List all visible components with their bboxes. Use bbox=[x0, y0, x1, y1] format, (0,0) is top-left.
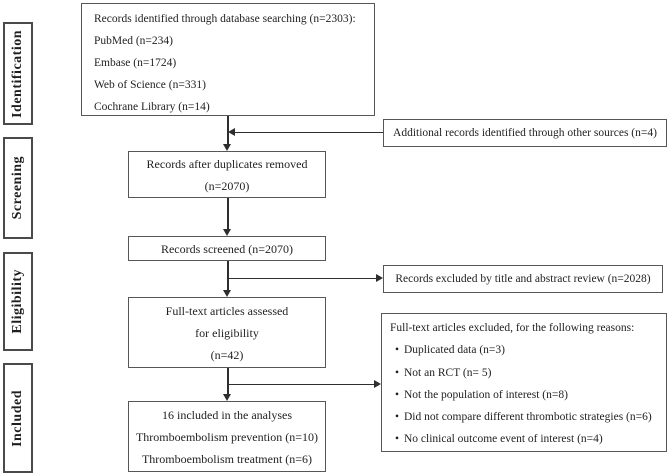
fulltext-excluded-reason bbox=[390, 428, 662, 450]
duplicates-removed-line1: Records after duplicates removed bbox=[146, 156, 308, 171]
included-analyses-line1: 16 included in the analyses bbox=[162, 407, 292, 422]
stage-included bbox=[3, 363, 33, 473]
records-identified-box bbox=[81, 3, 375, 116]
stage-screening-label: Screening bbox=[10, 156, 25, 220]
fulltext-excluded-reason bbox=[390, 362, 662, 384]
reason-duplicated-data: Duplicated data (n=3) bbox=[404, 344, 506, 357]
stage-identification-label: Identification bbox=[10, 29, 25, 118]
arrowhead-down-icon bbox=[223, 144, 231, 151]
fulltext-excluded-box bbox=[381, 313, 667, 452]
records-screened-box bbox=[128, 236, 326, 261]
fulltext-assessed-line1: Full-text articles assessed bbox=[165, 303, 289, 318]
records-identified-cochrane: Cochrane Library (n=14) bbox=[94, 101, 210, 113]
fulltext-assessed-line3: (n=42) bbox=[210, 347, 244, 362]
fulltext-assessed-box bbox=[128, 297, 326, 368]
fulltext-excluded-reason bbox=[390, 339, 662, 361]
arrowhead-down-icon bbox=[223, 290, 231, 297]
fulltext-excluded-reason bbox=[390, 406, 662, 428]
bullet-icon: • bbox=[394, 366, 400, 379]
stage-identification bbox=[3, 22, 33, 125]
arrowhead-right-icon bbox=[376, 274, 383, 282]
records-identified-line: Records identified through database searching (n=2303): bbox=[94, 13, 356, 25]
bullet-icon: • bbox=[394, 344, 400, 357]
stage-eligibility bbox=[3, 252, 33, 351]
fulltext-excluded-reason bbox=[390, 384, 662, 406]
duplicates-removed-line2: (n=2070) bbox=[204, 178, 250, 193]
bullet-icon: • bbox=[394, 433, 400, 446]
arrowhead-down-icon bbox=[223, 229, 231, 236]
records-excluded-text: Records excluded by title and abstract review (n=2028) bbox=[395, 273, 651, 285]
arrowhead-left-icon bbox=[228, 128, 235, 136]
additional-records-box bbox=[383, 119, 667, 147]
records-identified-pubmed: PubMed (n=234) bbox=[94, 35, 173, 47]
fulltext-excluded-header: Full-text articles excluded, for the following reasons: bbox=[390, 322, 635, 334]
arrowhead-down-icon bbox=[223, 394, 231, 401]
reason-no-outcome: No clinical outcome event of interest (n=4) bbox=[404, 433, 603, 446]
included-analyses-line3: Thromboembolism treatment (n=6) bbox=[141, 451, 313, 466]
bullet-icon: • bbox=[394, 411, 400, 424]
arrowhead-right-icon bbox=[374, 380, 381, 388]
fulltext-assessed-line2: for eligibility bbox=[195, 325, 259, 340]
connector-fulltext-to-included bbox=[227, 368, 229, 395]
reason-no-comparison: Did not compare different thrombotic strategies (n=6) bbox=[404, 411, 652, 424]
records-identified-wos: Web of Science (n=331) bbox=[94, 79, 206, 91]
connector-fulltext-to-reasons bbox=[227, 384, 374, 386]
records-screened-text: Records screened (n=2070) bbox=[160, 241, 294, 256]
records-excluded-box bbox=[383, 265, 663, 293]
records-identified-embase: Embase (n=1724) bbox=[94, 57, 177, 69]
included-analyses-box bbox=[128, 401, 326, 472]
additional-records-text: Additional records identified through other sources (n=4) bbox=[393, 127, 657, 139]
included-analyses-line2: Thromboembolism prevention (n=10) bbox=[135, 429, 319, 444]
stage-screening bbox=[3, 137, 33, 239]
stage-included-label: Included bbox=[10, 389, 25, 447]
stage-eligibility-label: Eligibility bbox=[10, 269, 25, 334]
duplicates-removed-box bbox=[128, 151, 326, 198]
connector-screened-to-fulltext bbox=[227, 261, 229, 291]
connector-duplicates-to-screened bbox=[227, 198, 229, 230]
connector-additional-to-main bbox=[234, 132, 383, 134]
reason-not-population: Not the population of interest (n=8) bbox=[404, 388, 568, 401]
reason-not-rct: Not an RCT (n= 5) bbox=[404, 366, 492, 379]
connector-screened-to-excluded bbox=[227, 278, 376, 280]
bullet-icon: • bbox=[394, 388, 400, 401]
